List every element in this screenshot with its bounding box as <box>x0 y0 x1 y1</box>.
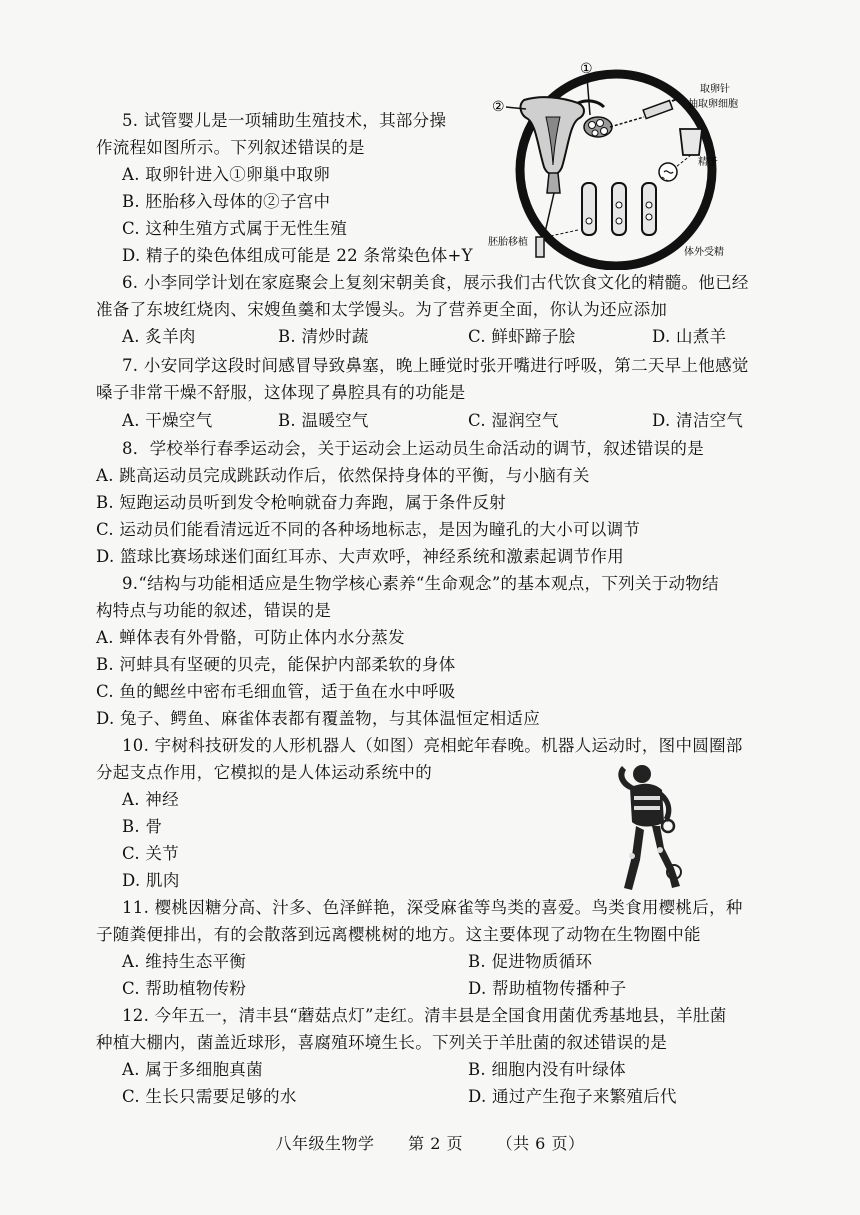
footer-page-number: 第 2 页 <box>408 1134 463 1153</box>
footer-subject: 八年级生物学 <box>275 1134 375 1153</box>
q12-option-a: A. 属于多细胞真菌 <box>122 1060 263 1079</box>
q7-option-c: C. 湿润空气 <box>468 411 559 430</box>
q7-option-d: D. 清洁空气 <box>652 411 744 430</box>
q5-option-a: A. 取卵针进入①卵巢中取卵 <box>122 165 331 184</box>
q6-stem-line1: 6. 小李同学计划在家庭聚会上复刻宋朝美食，展示我们古代饮食文化的精髓。他已经 <box>122 273 749 292</box>
q6-option-a: A. 炙羊肉 <box>122 327 196 346</box>
q9-option-d: D. 兔子、鳄鱼、麻雀体表都有覆盖物，与其体温恒定相适应 <box>96 709 541 728</box>
q9-stem-line2: 构特点与功能的叙述，错误的是 <box>96 601 332 620</box>
q5-option-d: D. 精子的染色体组成可能是 22 条常染色体+Y <box>122 246 473 265</box>
q11-stem-line1: 11. 樱桃因糖分高、汁多、色泽鲜艳，深受麻雀等鸟类的喜爱。鸟类食用樱桃后，种 <box>122 898 743 917</box>
q10-option-b: B. 骨 <box>122 817 163 836</box>
q8-stem-line1: 8．学校举行春季运动会，关于运动会上运动员生命活动的调节，叙述错误的是 <box>122 439 704 458</box>
q11-option-a: A. 维持生态平衡 <box>122 952 247 971</box>
q6-stem-line2: 准备了东坡红烧肉、宋嫂鱼羹和太学馒头。为了营养更全面，你认为还应添加 <box>96 300 668 319</box>
q11-option-b: B. 促进物质循环 <box>468 952 593 971</box>
q5-option-c: C. 这种生殖方式属于无性生殖 <box>122 219 348 238</box>
figure-label-sperm: 精子 <box>698 157 718 168</box>
uterus-drawing <box>521 97 612 193</box>
q7-options <box>0 410 860 432</box>
figure-label-needle: 取卵针 <box>700 84 730 95</box>
q9-option-a: A. 蝉体表有外骨骼，可防止体内水分蒸发 <box>96 628 405 647</box>
q5-option-b: B. 胚胎移入母体的②子宫中 <box>122 192 331 211</box>
figure-label-extract: 抽取卵细胞 <box>688 99 738 110</box>
footer-total-pages: （共 6 页） <box>496 1134 585 1153</box>
q6-options <box>0 326 860 348</box>
page-footer <box>0 1131 860 1154</box>
q7-option-a: A. 干燥空气 <box>122 411 213 430</box>
q9-option-b: B. 河蚌具有坚硬的贝壳，能保护内部柔软的身体 <box>96 655 456 674</box>
q6-option-c: C. 鲜虾蹄子脍 <box>468 327 576 346</box>
q12-option-d: D. 通过产生孢子来繁殖后代 <box>468 1087 677 1106</box>
figure-label-ivf: 体外受精 <box>684 247 724 258</box>
q12-option-b: B. 细胞内没有叶绿体 <box>468 1060 626 1079</box>
q9-stem-line1: 9.“结构与功能相适应是生物学核心素养“生命观念”的基本观点，下列关于动物结 <box>122 574 719 593</box>
ivf-diagram <box>486 55 756 270</box>
q7-stem-line2: 嗓子非常干燥不舒服，这体现了鼻腔具有的功能是 <box>96 383 466 402</box>
q7-stem-line1: 7. 小安同学这段时间感冒导致鼻塞，晚上睡觉时张开嘴进行呼吸，第二天早上他感觉 <box>122 356 749 375</box>
q12-option-c: C. 生长只需要足够的水 <box>122 1087 297 1106</box>
q10-stem-line1: 10. 宇树科技研发的人形机器人（如图）亮相蛇年春晚。机器人运动时，图中圆圈部 <box>122 736 743 755</box>
test-tubes-drawing <box>546 177 668 237</box>
q11-option-c: C. 帮助植物传粉 <box>122 979 247 998</box>
q10-option-c: C. 关节 <box>122 844 180 863</box>
q8-option-c: C. 运动员们能看清远近不同的各种场地标志，是因为瞳孔的大小可以调节 <box>96 520 641 539</box>
q6-option-d: D. 山煮羊 <box>652 327 727 346</box>
q8-option-d: D. 篮球比赛场球迷们面红耳赤、大声欢呼，神经系统和激素起调节作用 <box>96 547 625 566</box>
figure-mark-2: ② <box>492 99 505 115</box>
cup-drawing <box>680 129 702 155</box>
q11-stem-line2: 子随粪便排出，有的会散落到远离樱桃树的地方。这主要体现了动物在生物圈中能 <box>96 925 701 944</box>
figure-mark-1: ① <box>580 61 593 77</box>
robot-figure <box>612 760 692 900</box>
q10-stem-line2: 分起支点作用，它模拟的是人体运动系统中的 <box>96 763 432 782</box>
q12-stem-line2: 种植大棚内，菌盖近球形，喜腐殖环境生长。下列关于羊肚菌的叙述错误的是 <box>96 1033 668 1052</box>
figure-label-transfer: 胚胎移植 <box>488 237 528 248</box>
q5-stem-line2: 作流程如图所示。下列叙述错误的是 <box>96 138 365 157</box>
q8-option-b: B. 短跑运动员听到发令枪响就奋力奔跑，属于条件反射 <box>96 493 506 512</box>
q7-option-b: B. 温暖空气 <box>278 411 369 430</box>
q11-option-d: D. 帮助植物传播种子 <box>468 979 627 998</box>
syringe-drawing <box>610 97 682 127</box>
q10-option-a: A. 神经 <box>122 790 179 809</box>
q6-option-b: B. 清炒时蔬 <box>278 327 369 346</box>
q5-stem-line1: 5. 试管婴儿是一项辅助生殖技术，其部分操 <box>122 111 447 130</box>
q8-option-a: A. 跳高运动员完成跳跃动作后，依然保持身体的平衡，与小脑有关 <box>96 466 590 485</box>
q9-option-c: C. 鱼的鳃丝中密布毛细血管，适于鱼在水中呼吸 <box>96 682 456 701</box>
q12-stem-line1: 12. 今年五一，清丰县“蘑菇点灯”走红。清丰县是全国食用菌优秀基地县，羊肚菌 <box>122 1006 727 1025</box>
q10-option-d: D. 肌肉 <box>122 871 180 890</box>
